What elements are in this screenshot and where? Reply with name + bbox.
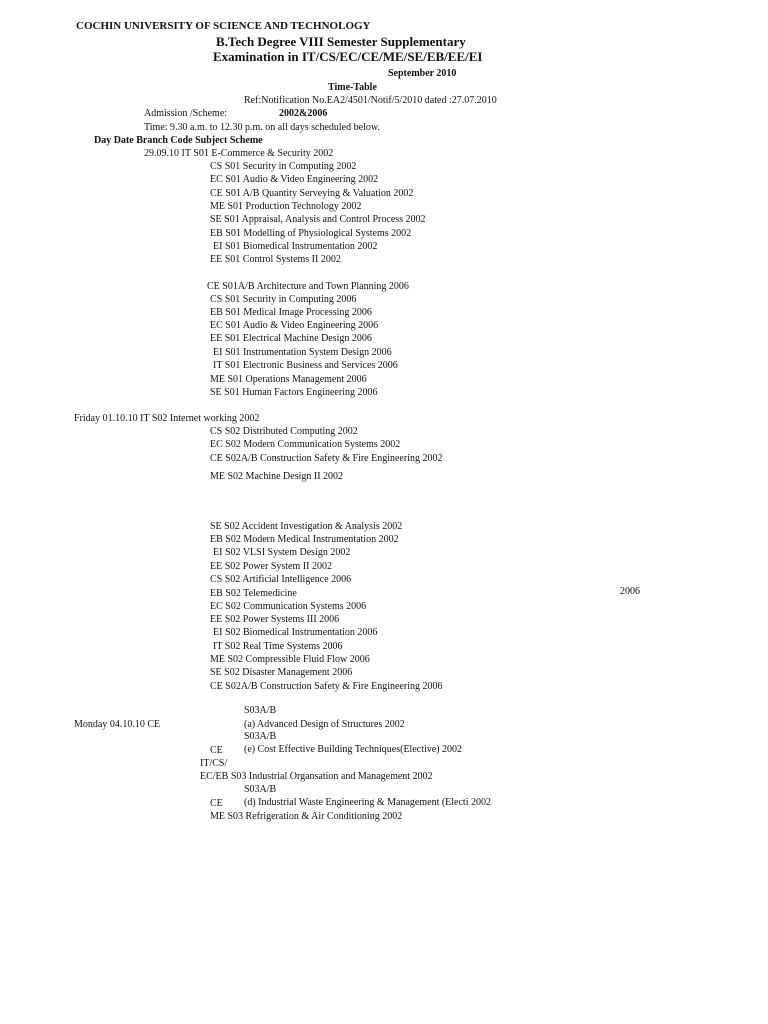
table-row: EI S01 Instrumentation System Design 2006 [213, 347, 392, 358]
table-row: SE S02 Accident Investigation & Analysis 2002 [210, 521, 403, 532]
table-row: ME S01 Operations Management 2006 [210, 374, 367, 385]
table-row: SE S01 Appraisal, Analysis and Control Process 2002 [210, 214, 426, 225]
table-row: CE S01 A/B Quantity Serveying & Valuation 2002 [210, 188, 414, 199]
table-row: CS S01 Security in Computing 2002 [210, 161, 357, 172]
table-row: CS S01 Security in Computing 2006 [210, 294, 357, 305]
table-row: EE S02 Power Systems III 2006 [210, 614, 340, 625]
table-row: Monday 04.10.10 CE [74, 719, 161, 730]
table-row: 29.09.10 IT S01 E-Commerce & Security 2002 [144, 148, 334, 159]
table-row: CE S02A/B Construction Safety & Fire Engineering 2006 [210, 681, 443, 692]
table-row: EB S02 Telemedicine [210, 588, 297, 599]
table-row: EI S02 Biomedical Instrumentation 2006 [213, 627, 378, 638]
table-row: ME S03 Refrigeration & Air Conditioning 2002 [210, 811, 403, 822]
table-row: CS S02 Artificial Intelligence 2006 [210, 574, 352, 585]
university-name: COCHIN UNIVERSITY OF SCIENCE AND TECHNOLOGY [76, 20, 371, 32]
table-row: S03A/B [244, 705, 277, 716]
table-row: EI S01 Biomedical Instrumentation 2002 [213, 241, 378, 252]
table-row: IT/CS/ [200, 758, 228, 769]
table-row: (d) Industrial Waste Engineering & Management (Electi 2002 [244, 797, 491, 808]
table-row: CE [210, 745, 223, 756]
scheme-year: 2006 [620, 586, 640, 597]
table-row: IT S02 Real Time Systems 2006 [213, 641, 343, 652]
table-row: EB S01 Modelling of Physiological Systems 2002 [210, 228, 412, 239]
title-line-1: B.Tech Degree VIII Semester Supplementary [216, 34, 466, 49]
admission-value: 2002&2006 [279, 108, 328, 119]
table-row: CE S02A/B Construction Safety & Fire Engineering 2002 [210, 453, 443, 464]
reference-line: Ref:Notification No.EA2/4501/Notif/5/2010 dated :27.07.2010 [244, 95, 497, 106]
table-row: EE S02 Power System II 2002 [210, 561, 332, 572]
table-row: CE [210, 798, 223, 809]
table-row: EB S01 Medical Image Processing 2006 [210, 307, 372, 318]
title-line-2: Examination in IT/CS/EC/CE/ME/SE/EB/EE/EI [213, 49, 483, 64]
table-row: EB S02 Modern Medical Instrumentation 2002 [210, 534, 399, 545]
table-row: (a) Advanced Design of Structures 2002 [244, 719, 405, 730]
exam-month: September 2010 [388, 68, 457, 79]
table-row: ME S01 Production Technology 2002 [210, 201, 362, 212]
table-row: EE S01 Electrical Machine Design 2006 [210, 333, 372, 344]
admission-label: Admission /Scheme: [144, 108, 228, 119]
table-row: EC S01 Audio & Video Engineering 2006 [210, 320, 379, 331]
table-row: EC S02 Modern Communication Systems 2002 [210, 439, 401, 450]
table-row: Friday 01.10.10 IT S02 Internet working 2002 [74, 413, 260, 424]
table-row: CE S01A/B Architecture and Town Planning 2006 [207, 281, 409, 292]
table-row: ME S02 Machine Design II 2002 [210, 471, 344, 482]
table-row: SE S02 Disaster Management 2006 [210, 667, 353, 678]
table-row: S03A/B [244, 731, 277, 742]
table-row: IT S01 Electronic Business and Services 2006 [213, 360, 398, 371]
table-row: CS S02 Distributed Computing 2002 [210, 426, 358, 437]
table-row: EE S01 Control Systems II 2002 [210, 254, 341, 265]
doc-type: Time-Table [328, 82, 377, 93]
table-row: EC/EB S03 Industrial Organsation and Management 2002 [200, 771, 433, 782]
table-row: S03A/B [244, 784, 277, 795]
table-row: EC S01 Audio & Video Engineering 2002 [210, 174, 379, 185]
exam-time: Time: 9.30 a.m. to 12.30 p.m. on all days scheduled below. [144, 122, 380, 133]
column-headings: Day Date Branch Code Subject Scheme [94, 135, 263, 146]
table-row: EI S02 VLSI System Design 2002 [213, 547, 351, 558]
table-row: (e) Cost Effective Building Techniques(Elective) 2002 [244, 744, 463, 755]
table-row: SE S01 Human Factors Engineering 2006 [210, 387, 378, 398]
table-row: EC S02 Communication Systems 2006 [210, 601, 367, 612]
table-row: ME S02 Compressible Fluid Flow 2006 [210, 654, 370, 665]
